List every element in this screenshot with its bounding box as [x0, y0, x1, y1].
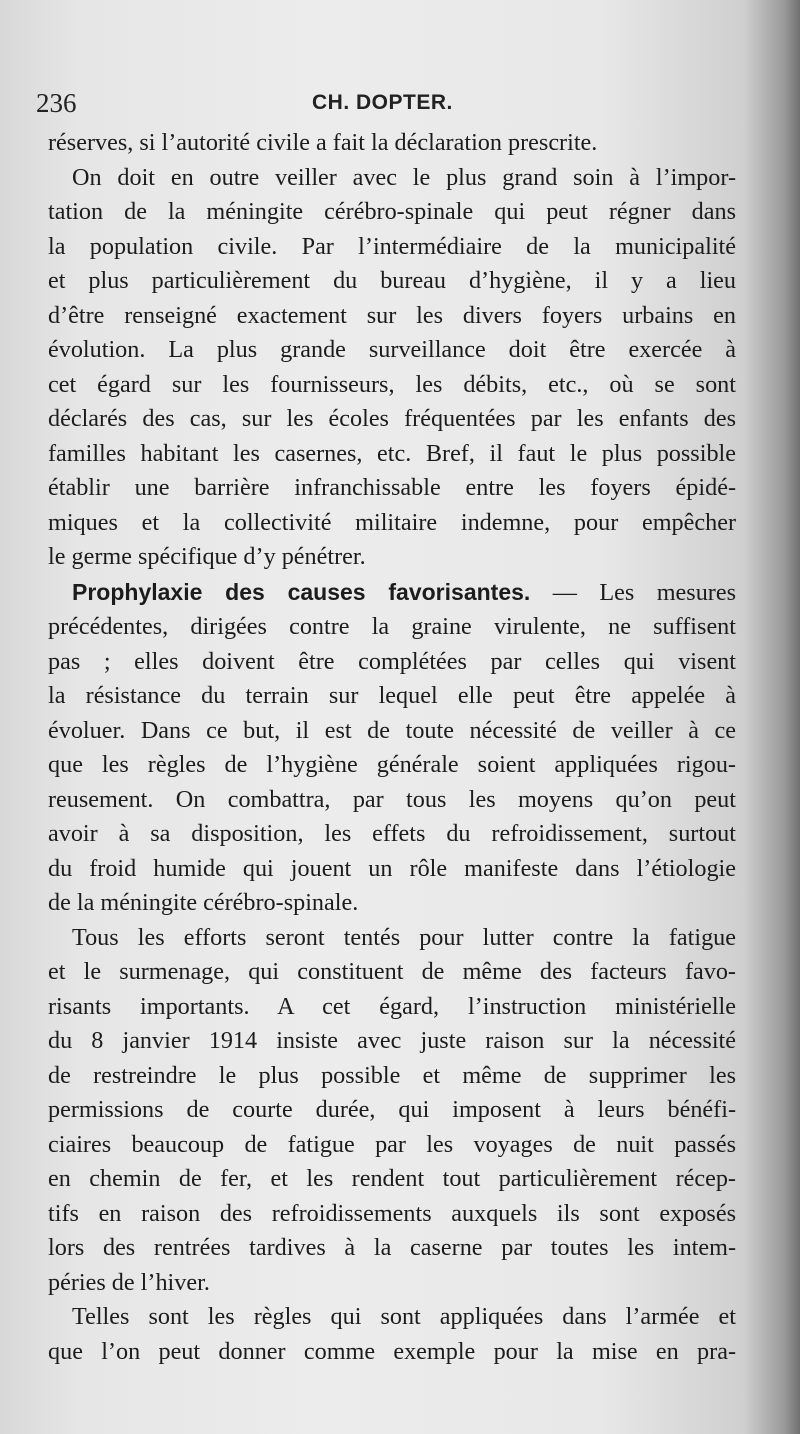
text-line	[48, 575, 736, 611]
text-line: ciaires beaucoup de fatigue par les voyages de nuit passés	[48, 1130, 736, 1158]
text-line: précédentes, dirigées contre la graine virulente, ne suffisent	[48, 613, 736, 640]
text-line: lors des rentrées tardives à la caserne par toutes les intem-	[48, 1234, 736, 1261]
text-line: réserves, si l’autorité civile a fait la déclaration prescrite.	[48, 129, 598, 156]
text-line: le germe spécifique d’y pénétrer.	[48, 543, 366, 570]
text-line: tation de la méningite cérébro-spinale qui peut régner dans	[48, 198, 736, 225]
section-heading: Prophylaxie des causes favorisantes.	[72, 578, 531, 605]
text-line: cet égard sur les fournisseurs, les débits, etc., où se sont	[48, 370, 736, 398]
text-line: permissions de courte durée, qui imposent à leurs bénéfi-	[48, 1096, 736, 1123]
page-header	[36, 88, 736, 120]
running-head: CH. DOPTER.	[312, 91, 453, 114]
text-line: évoluer. Dans ce but, il est de toute nécessité de veiller à ce	[48, 716, 736, 744]
text-line: d’être renseigné exactement sur les divers foyers urbains en	[48, 301, 736, 329]
text-line: que les règles de l’hygiène générale soient appliquées rigou-	[48, 751, 736, 778]
text-line: pas ; elles doivent être complétées par celles qui visent	[48, 647, 736, 675]
text-line: miques et la collectivité militaire indemne, pour empêcher	[48, 508, 736, 536]
text-line: que l’on peut donner comme exemple pour la mise en pra-	[48, 1337, 736, 1365]
text-line: On doit en outre veiller avec le plus grand soin à l’impor-	[72, 163, 736, 191]
text-line: la résistance du terrain sur lequel elle peut être appelée à	[48, 682, 736, 709]
text-line: de la méningite cérébro-spinale.	[48, 889, 359, 916]
paragraph	[48, 126, 736, 161]
paragraph	[48, 161, 736, 575]
text-line: établir une barrière infranchissable entre les foyers épidé-	[48, 474, 736, 501]
paragraph	[48, 1300, 736, 1369]
paragraph	[48, 921, 736, 1301]
page-number: 236	[36, 88, 77, 118]
text-line: Telles sont les règles qui sont appliquées dans l’armée et	[72, 1303, 736, 1330]
text-line: de restreindre le plus possible et même de supprimer les	[48, 1061, 736, 1089]
text-line: avoir à sa disposition, les effets du refroidissement, surtout	[48, 820, 736, 847]
text-line: familles habitant les casernes, etc. Bref, il faut le plus possible	[48, 439, 736, 467]
text-line: reusement. On combattra, par tous les moyens qu’on peut	[48, 785, 736, 813]
text-line: du froid humide qui jouent un rôle manifeste dans l’étiologie	[48, 854, 736, 882]
text-line: risants importants. A cet égard, l’instruction ministérielle	[48, 992, 736, 1020]
paragraph	[48, 575, 736, 921]
text-line: et le surmenage, qui constituent de même des facteurs favo-	[48, 958, 736, 985]
text-line: Tous les efforts seront tentés pour lutter contre la fatigue	[72, 923, 736, 951]
text-fragment: — Les mesures	[530, 578, 737, 606]
text-line: déclarés des cas, sur les écoles fréquentées par les enfants des	[48, 405, 736, 432]
text-line: en chemin de fer, et les rendent tout particulièrement récep-	[48, 1165, 736, 1192]
text-line: évolution. La plus grande surveillance doit être exercée à	[48, 336, 736, 363]
text-line: du 8 janvier 1914 insiste avec juste raison sur la nécessité	[48, 1027, 736, 1054]
text-line: la population civile. Par l’intermédiaire de la municipalité	[48, 232, 736, 260]
text-line: péries de l’hiver.	[48, 1268, 210, 1296]
body-text	[48, 126, 736, 1369]
text-line: tifs en raison des refroidissements auxquels ils sont exposés	[48, 1199, 736, 1227]
text-line: et plus particulièrement du bureau d’hygiène, il y a lieu	[48, 267, 736, 294]
